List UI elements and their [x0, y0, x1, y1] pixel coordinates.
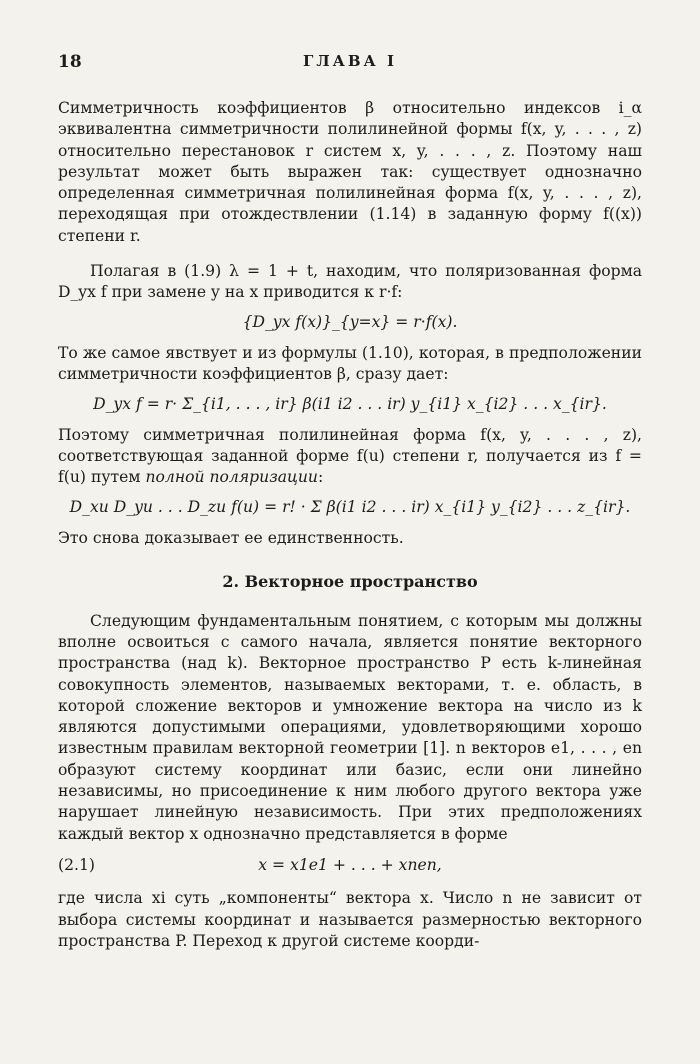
formula-polarized-form: {D_yx f(x)}_{y=x} = r·f(x).	[242, 312, 458, 331]
paragraph-full-polarization-text: Поэтому симметричная полилинейная форма f(x, y, . . . , z), соответствующая заданной форме f(u) степени r, получается из f = f(u) путем	[58, 425, 642, 487]
formula-number: (2.1)	[58, 855, 95, 874]
formula-text: x = x1e1 + . . . + xnen,	[258, 855, 442, 874]
paragraph-symmetry: Симметричность коэффициентов β относительно индексов i_α эквивалентна симметричности полилинейной формы f(x, y, . . . , z) относительно перестановок r систем x, y, . . . , z. Поэтому наш результат может быть выражен так: существует однозначно определенная симметричная полилинейная форма f(x, y, . . . , z), переходящая при отождествлении (1.14) в заданную форму f((x)) степени r.	[58, 99, 642, 245]
section-title: 2. Векторное пространство	[222, 572, 478, 592]
paragraph-uniqueness: Это снова доказывает ее единственность.	[58, 529, 404, 548]
paragraph-dimension: где числа xi суть „компоненты“ вектора x. Число n не зависит от выбора системы координат и называется размерностью векторного пространства P. Переход к другой системе коорди-	[58, 889, 642, 950]
paragraph-full-polarization-colon: :	[317, 468, 324, 487]
paragraph-vector-space: Следующим фундаментальным понятием, с которым мы должны вполне освоиться с самого начала, является понятие векторного пространства (над k). Векторное пространство P есть k-линейная совокупность элементов, называемых векторами, т. е. область, в которой сложение векторов и умножение вектора на число из k являются допустимыми операциями, удовлетворяющими хорошо известным правилам векторной геометрии [1]. n векторов e1, . . . , en образуют систему координат или базис, если они линейно независимы, но присоединение к ним любого другого вектора уже нарушает линейную независимость. При этих предположениях каждый вектор x однозначно представляется в форме	[58, 611, 642, 843]
paragraph-polarization: Полагая в (1.9) λ = 1 + t, находим, что поляризованная форма D_yx f при замене y на x приводится к r·f:	[58, 262, 642, 302]
paragraph-full-polarization	[58, 425, 642, 489]
page-number: 18	[58, 52, 82, 72]
term-full-polarization: полной поляризации	[145, 468, 318, 487]
chapter-label: ГЛАВА I	[303, 52, 397, 70]
formula-basis-expansion	[58, 855, 642, 876]
formula-sum: D_yx f = r· Σ_{i1, . . . , ir} β(i1 i2 . . . ir) y_{i1} x_{i2} . . . x_{ir}.	[93, 394, 607, 413]
formula-full-polarization: D_xu D_yu . . . D_zu f(u) = r! · Σ β(i1 i2 . . . ir) x_{i1} y_{i2} . . . z_{ir}.	[69, 497, 631, 516]
paragraph-formula-reference: То же самое явствует и из формулы (1.10), которая, в предположении симметричности коэффициентов β, сразу дает:	[58, 343, 642, 384]
body-text	[58, 98, 642, 952]
